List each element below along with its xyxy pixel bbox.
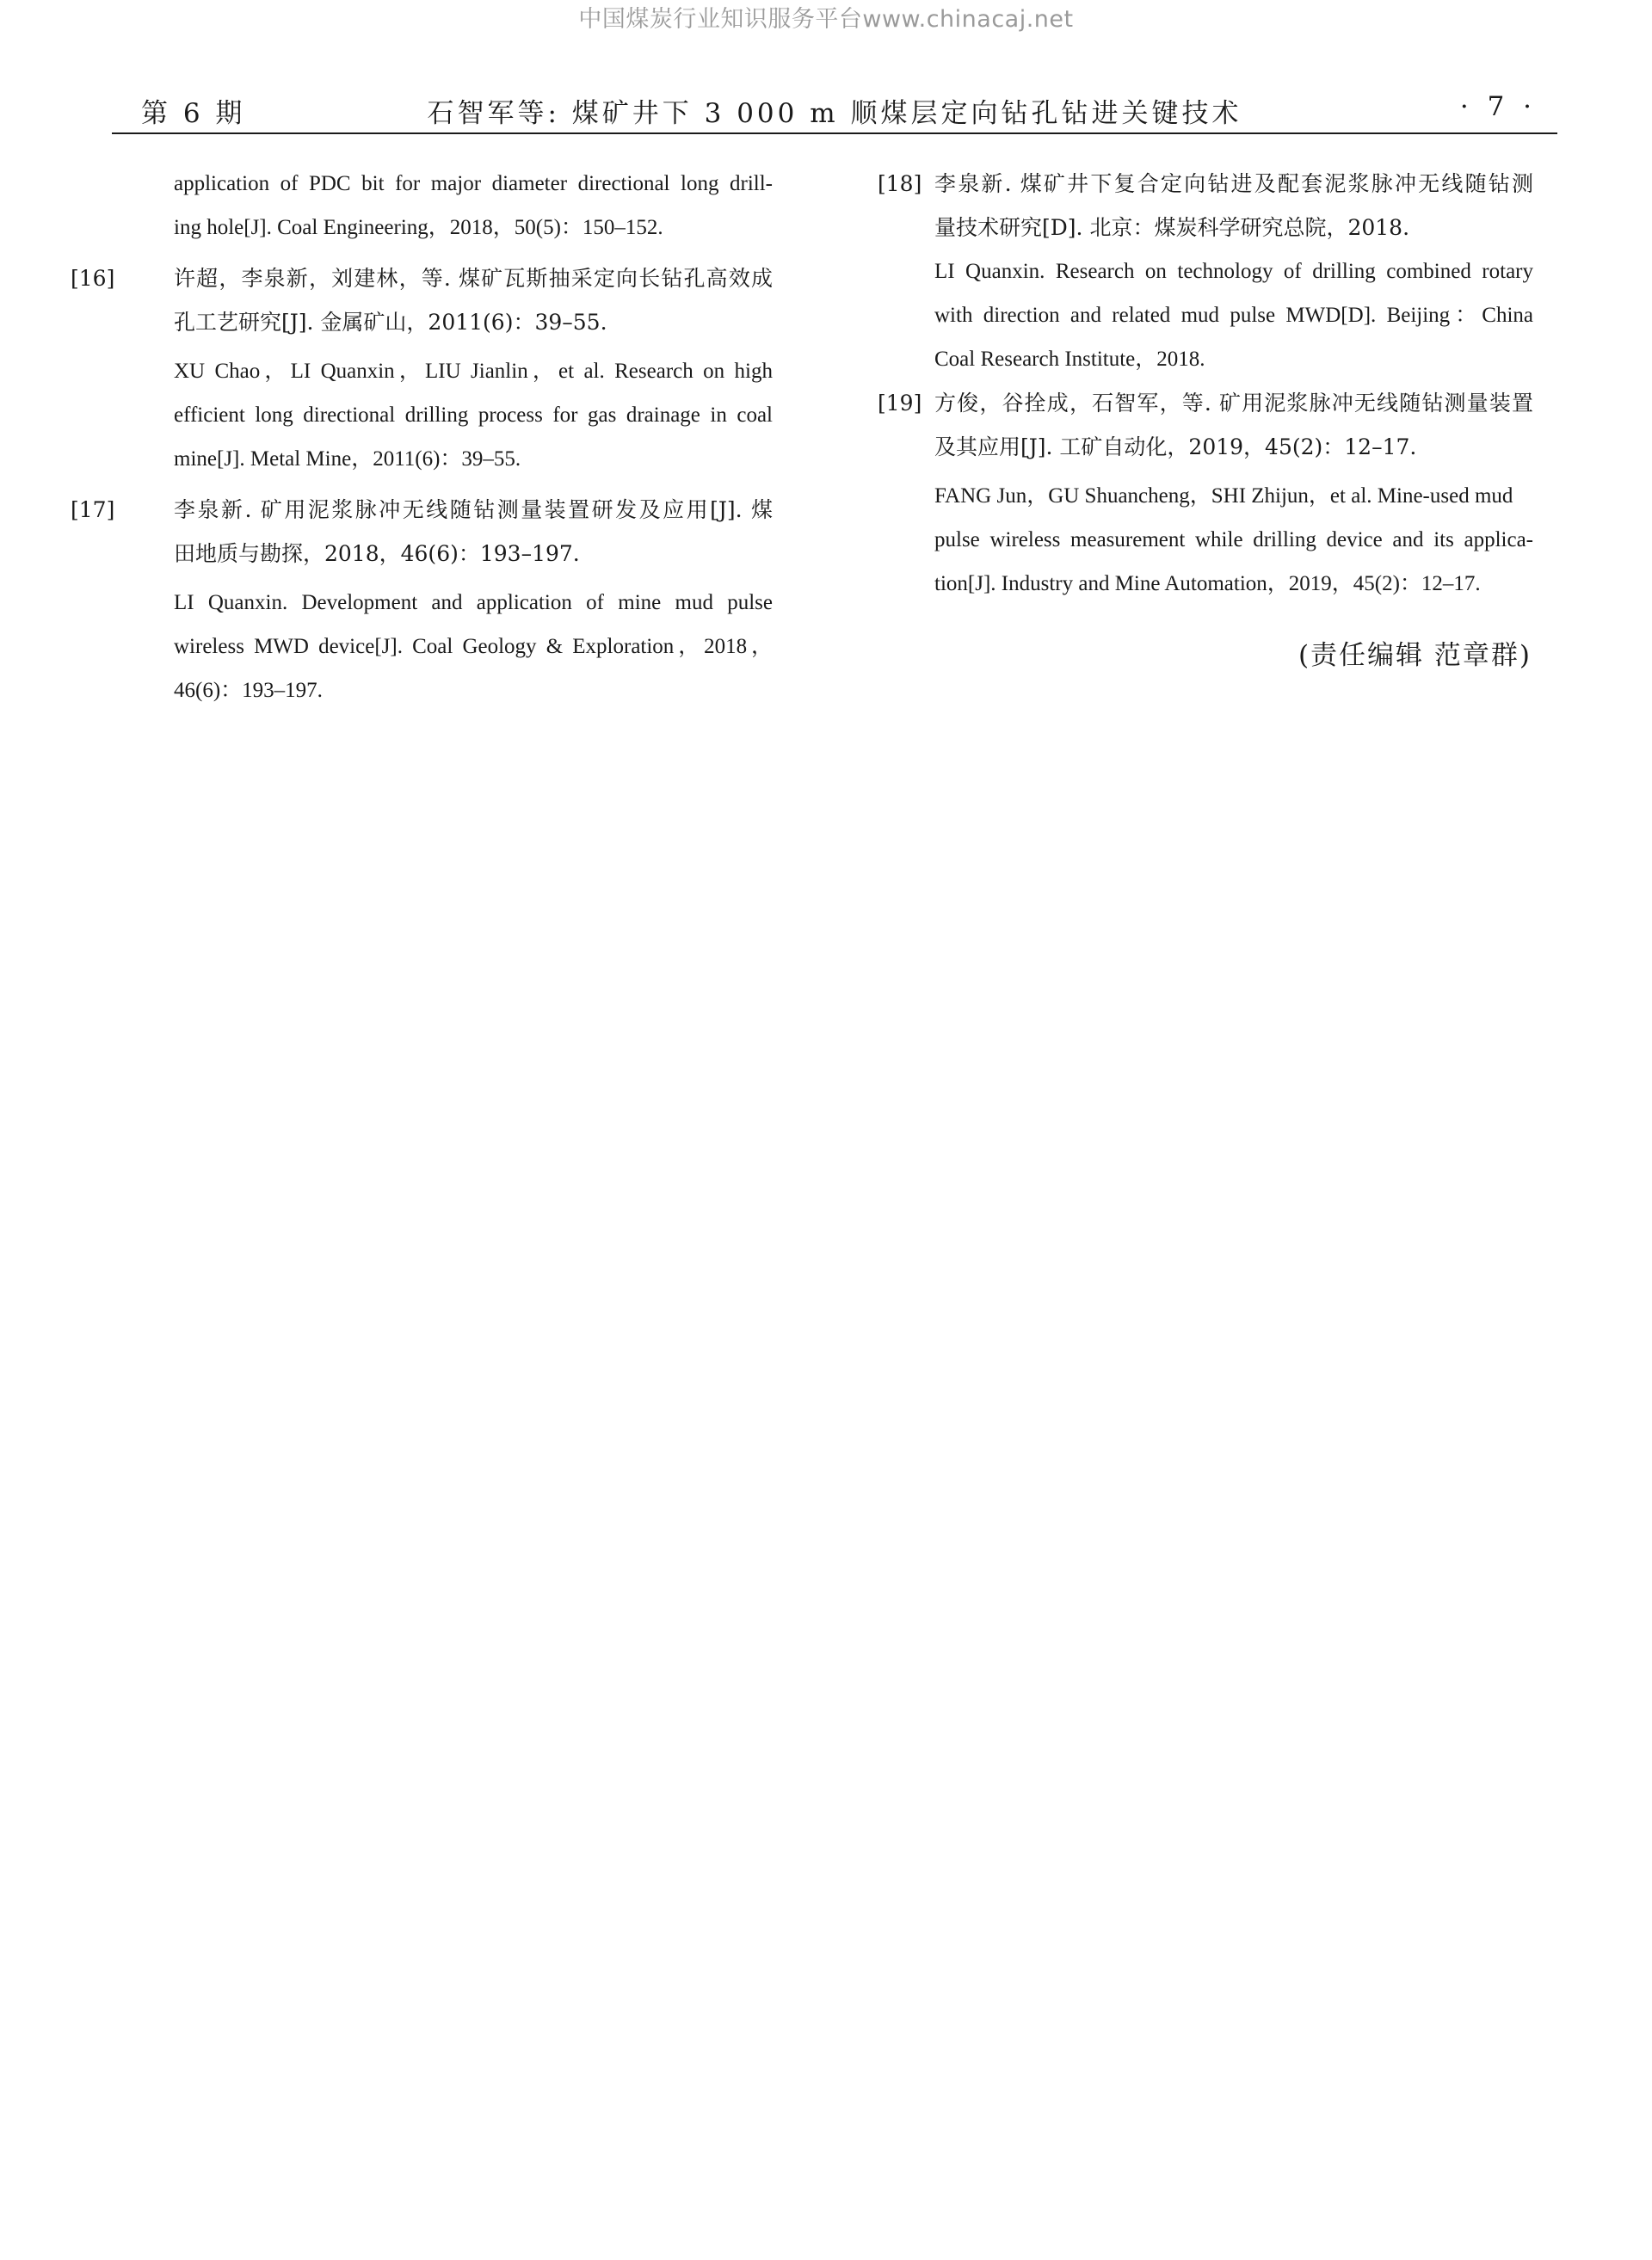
ref-number: [16] [71,266,115,291]
issue-label: 第 6 期 [141,98,246,129]
ref-text-line: pulse wireless measurement while drilling device and its applica- [934,528,1533,551]
reference-16 [71,256,773,481]
ref-text-line: 田地质与勘探，2018，46(6)：193–197. [174,541,580,566]
ref-text-line: FANG Jun，GU Shuancheng，SHI Zhijun，et al. Mine-used mud [934,484,1513,508]
ref-number: [18] [878,171,922,196]
left-column [71,162,773,712]
ref-text-line: 孔工艺研究[J]. 金属矿山，2011(6)：39–55. [174,310,607,335]
ref-text-line: wireless MWD device[J]. Coal Geology & Exploration，2018， [174,635,773,658]
ref-text-line: LI Quanxin. Research on technology of drilling combined rotary [934,260,1533,283]
ref-text-line: Coal Research Institute，2018. [934,348,1205,371]
ref-text-line: LI Quanxin. Development and application of mine mud pulse [174,591,773,614]
reference-18 [879,162,1533,381]
ref-text-line: 方俊，谷拴成，石智军，等. 矿用泥浆脉冲无线随钻测量装置 [934,391,1533,416]
ref-text-line: 及其应用[J]. 工矿自动化，2019，45(2)：12–17. [934,434,1417,459]
ref-text-line: mine[J]. Metal Mine，2011(6)：39–55. [174,447,521,471]
responsible-editor: (责任编辑 范章群) [1298,640,1532,671]
ref-text-line: efficient long directional drilling process for gas drainage in coal [174,403,773,427]
right-column [879,162,1533,672]
ref-text-line: ing hole[J]. Coal Engineering，2018，50(5)：150–152. [174,216,663,239]
ref-text-line: tion[J]. Industry and Mine Automation，2019，45(2)：12–17. [934,572,1481,595]
ref-text-line: 李泉新. 煤矿井下复合定向钻进及配套泥浆脉冲无线随钻测 [934,171,1533,196]
ref-number: [17] [71,497,115,522]
ref-text-line: 量技术研究[D]. 北京：煤炭科学研究总院，2018. [934,215,1410,240]
ref-text-line: application of PDC bit for major diameter directional long drill- [174,172,773,195]
reference-17 [71,488,773,712]
running-title: 石智军等: 煤矿井下 3 000 m 顺煤层定向钻孔钻进关键技术 [427,98,1242,129]
reference-19 [879,381,1533,606]
page-number: · 7 · [1459,91,1537,122]
ref-text-line: XU Chao，LI Quanxin，LIU Jianlin，et al. Research on high [174,360,773,383]
ref-text-line: 许超，李泉新，刘建林，等. 煤矿瓦斯抽采定向长钻孔高效成 [174,266,773,291]
watermark: 中国煤炭行业知识服务平台www.chinacaj.net [578,6,1074,33]
ref-text-line: with direction and related mud pulse MWD[D]. Beijing：China [934,304,1533,327]
ref-text-line: 李泉新. 矿用泥浆脉冲无线随钻测量装置研发及应用[J]. 煤 [174,497,773,522]
reference-continuation [119,162,773,249]
ref-text-line: 46(6)：193–197. [174,679,323,702]
ref-number: [19] [878,391,922,416]
running-header [112,86,1557,134]
